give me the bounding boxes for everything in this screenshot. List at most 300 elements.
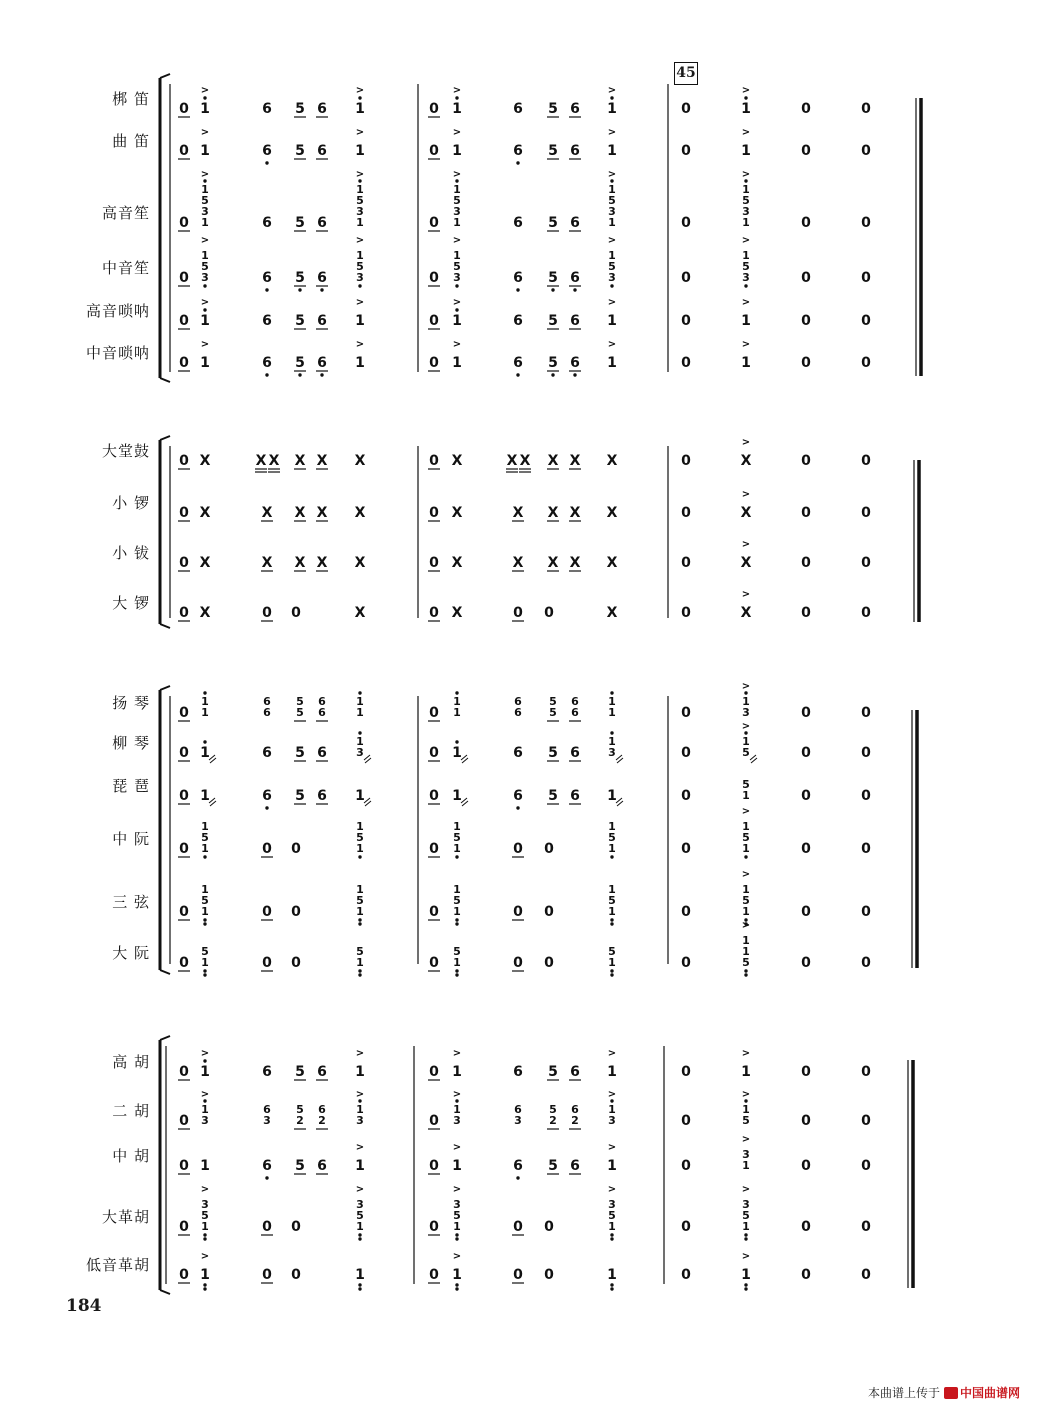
note: 6 (317, 745, 327, 761)
accent-mark: > (741, 85, 751, 96)
chord-note: 1 (742, 1159, 750, 1172)
accent-mark: > (200, 1048, 210, 1059)
chord-note: 1 (356, 735, 364, 748)
chord-note: 1 (608, 883, 616, 896)
note: 6 (513, 1158, 523, 1174)
octave-dot (358, 1233, 361, 1236)
chord-note: 6 (571, 1103, 579, 1116)
note: 6 (317, 1158, 327, 1174)
percussion-hit: X (354, 505, 366, 521)
chord-note: 1 (356, 216, 364, 229)
note: 1 (355, 313, 365, 329)
chord-note: 5 (608, 945, 616, 958)
rest: 0 (801, 955, 811, 971)
chord-note: 1 (742, 820, 750, 833)
chord-note: 6 (571, 695, 579, 708)
octave-dot (610, 1237, 613, 1240)
note: 5 (548, 215, 558, 231)
rest: 0 (179, 453, 189, 469)
chord-note: 1 (356, 956, 364, 969)
percussion-hit: X (294, 505, 306, 521)
octave-dot (516, 373, 519, 376)
rest: 0 (262, 1219, 272, 1235)
octave-dot (610, 855, 613, 858)
chord-note: 5 (201, 945, 209, 958)
rest: 0 (801, 605, 811, 621)
footer (868, 1384, 1020, 1401)
chord-note: 5 (549, 1103, 557, 1116)
accent-mark: > (200, 235, 210, 246)
note: 5 (295, 101, 305, 117)
octave-dot (358, 691, 361, 694)
chord-note: 5 (356, 1209, 364, 1222)
group-bracket-hook (160, 436, 170, 440)
rest: 0 (861, 1267, 871, 1283)
note: 6 (513, 355, 523, 371)
chord-note: 5 (201, 194, 209, 207)
chord-note: 3 (608, 746, 616, 759)
instrument-label: 中音笙 (101, 259, 150, 277)
rest: 0 (179, 505, 189, 521)
rest: 0 (681, 555, 691, 571)
note: 6 (513, 101, 523, 117)
rest: 0 (179, 745, 189, 761)
octave-dot (298, 288, 301, 291)
chord-note: 1 (608, 842, 616, 855)
accent-mark: > (452, 1184, 462, 1195)
rest: 0 (861, 355, 871, 371)
chord-note: 5 (742, 746, 750, 759)
octave-dot (573, 373, 576, 376)
chord-note: 3 (201, 1198, 209, 1211)
instrument-label: 琵 琶 (112, 777, 150, 795)
chord-note: 1 (201, 1103, 209, 1116)
rest: 0 (861, 841, 871, 857)
octave-dot (455, 918, 458, 921)
note: 1 (355, 1064, 365, 1080)
percussion-hit: X (512, 505, 524, 521)
note: 5 (295, 1064, 305, 1080)
percussion-hit: X (199, 505, 211, 521)
chord-note: 5 (608, 831, 616, 844)
rest: 0 (544, 1267, 554, 1283)
accent-mark: > (741, 235, 751, 246)
chord-note: 6 (318, 1103, 326, 1116)
accent-mark: > (355, 127, 365, 138)
accent-mark: > (741, 1134, 751, 1145)
chord-note: 1 (742, 183, 750, 196)
chord-note: 5 (742, 1114, 750, 1127)
octave-dot (358, 1237, 361, 1240)
chord-note: 1 (742, 842, 750, 855)
rest: 0 (861, 505, 871, 521)
rest: 0 (429, 1267, 439, 1283)
rest: 0 (861, 788, 871, 804)
percussion-hit: X (451, 505, 463, 521)
accent-mark: > (452, 1142, 462, 1153)
octave-dot (610, 1283, 613, 1286)
octave-dot (744, 1283, 747, 1286)
rest: 0 (681, 215, 691, 231)
chord-note: 5 (453, 194, 461, 207)
chord-note: 1 (356, 1103, 364, 1116)
chord-note: 3 (608, 1114, 616, 1127)
note: 6 (317, 313, 327, 329)
note: 1 (200, 143, 210, 159)
chord-note: 5 (453, 260, 461, 273)
accent-mark: > (200, 85, 210, 96)
chord-note: 3 (608, 1198, 616, 1211)
chord-note: 1 (742, 883, 750, 896)
rest: 0 (429, 1219, 439, 1235)
chord-note: 1 (608, 820, 616, 833)
rest: 0 (513, 1267, 523, 1283)
rest: 0 (544, 605, 554, 621)
octave-dot (203, 922, 206, 925)
instrument-label: 三 弦 (112, 893, 150, 911)
rest: 0 (291, 955, 301, 971)
octave-dot (455, 1283, 458, 1286)
accent-mark: > (607, 1184, 617, 1195)
note: 1 (741, 101, 751, 117)
note: 6 (570, 215, 580, 231)
chord-note: 1 (201, 706, 209, 719)
rest: 0 (291, 1219, 301, 1235)
rest: 0 (861, 904, 871, 920)
rest: 0 (429, 1064, 439, 1080)
accent-mark: > (741, 1184, 751, 1195)
rest: 0 (262, 841, 272, 857)
note: 1 (741, 1267, 751, 1283)
chord-note: 1 (742, 735, 750, 748)
octave-dot (455, 973, 458, 976)
rest: 0 (681, 745, 691, 761)
note: 6 (570, 1158, 580, 1174)
note: 1 (607, 1267, 617, 1283)
percussion-hit: X (740, 453, 752, 469)
chord-note: 1 (453, 706, 461, 719)
rest: 0 (861, 143, 871, 159)
octave-dot (358, 855, 361, 858)
percussion-hit: X (506, 453, 518, 469)
percussion-hit: X (547, 505, 559, 521)
rest: 0 (262, 605, 272, 621)
note: 6 (317, 215, 327, 231)
percussion-hit: X (316, 453, 328, 469)
note: 6 (262, 1158, 272, 1174)
octave-dot (203, 918, 206, 921)
rest: 0 (861, 745, 871, 761)
octave-dot (610, 1233, 613, 1236)
chord-note: 3 (742, 1148, 750, 1161)
percussion-hit: X (261, 555, 273, 571)
rest: 0 (179, 788, 189, 804)
instrument-label: 低音革胡 (85, 1256, 150, 1274)
chord-note: 5 (453, 894, 461, 907)
note: 5 (295, 1158, 305, 1174)
accent-mark: > (200, 1251, 210, 1262)
octave-dot (744, 96, 747, 99)
note: 6 (513, 215, 523, 231)
octave-dot (744, 973, 747, 976)
chord-note: 5 (549, 695, 557, 708)
chord-note: 5 (201, 1209, 209, 1222)
group-bracket-hook (160, 1036, 170, 1040)
octave-dot (203, 1283, 206, 1286)
percussion-hit: X (199, 453, 211, 469)
chord-note: 1 (742, 934, 750, 947)
octave-dot (203, 1059, 206, 1062)
percussion-hit: X (740, 555, 752, 571)
note: 1 (452, 101, 462, 117)
note: 5 (295, 788, 305, 804)
note: 1 (607, 355, 617, 371)
octave-dot (455, 855, 458, 858)
percussion-hit: X (606, 555, 618, 571)
page-number: 184 (66, 1296, 102, 1316)
note: 1 (355, 1158, 365, 1174)
chord-note: 1 (356, 905, 364, 918)
chord-note: 6 (263, 1103, 271, 1116)
note: 5 (548, 1158, 558, 1174)
octave-dot (265, 288, 268, 291)
note: 5 (548, 143, 558, 159)
chord-note: 3 (201, 271, 209, 284)
rest: 0 (861, 101, 871, 117)
accent-mark: > (607, 85, 617, 96)
note: 1 (355, 143, 365, 159)
note: 1 (741, 143, 751, 159)
octave-dot (610, 922, 613, 925)
group-bracket-hook (160, 1290, 170, 1294)
rest: 0 (681, 101, 691, 117)
percussion-hit: X (316, 505, 328, 521)
chord-note: 3 (608, 205, 616, 218)
octave-dot (455, 969, 458, 972)
octave-dot (610, 973, 613, 976)
percussion-hit: X (199, 605, 211, 621)
rest: 0 (681, 788, 691, 804)
chord-note: 3 (263, 1114, 271, 1127)
note: 1 (607, 143, 617, 159)
octave-dot (610, 969, 613, 972)
chord-note: 5 (201, 894, 209, 907)
note: 1 (452, 1267, 462, 1283)
rest: 0 (861, 605, 871, 621)
chord-note: 2 (318, 1114, 326, 1127)
chord-note: 1 (742, 1103, 750, 1116)
note: 6 (317, 355, 327, 371)
accent-mark: > (607, 339, 617, 350)
instrument-label: 大革胡 (101, 1208, 150, 1226)
accent-mark: > (355, 169, 365, 180)
chord-note: 1 (201, 820, 209, 833)
note: 6 (570, 788, 580, 804)
chord-note: 1 (453, 820, 461, 833)
chord-note: 3 (742, 706, 750, 719)
chord-note: 1 (742, 249, 750, 262)
accent-mark: > (200, 127, 210, 138)
rest: 0 (429, 555, 439, 571)
note: 5 (548, 745, 558, 761)
accent-mark: > (355, 1048, 365, 1059)
percussion-hit: X (547, 555, 559, 571)
accent-mark: > (452, 1048, 462, 1059)
accent-mark: > (741, 169, 751, 180)
note: 1 (607, 788, 617, 804)
percussion-hit: X (294, 453, 306, 469)
rest: 0 (861, 1158, 871, 1174)
chord-note: 6 (263, 695, 271, 708)
instrument-label: 梆 笛 (112, 90, 150, 108)
chord-note: 1 (742, 1220, 750, 1233)
octave-dot (610, 1287, 613, 1290)
accent-mark: > (741, 127, 751, 138)
rest: 0 (429, 313, 439, 329)
rest: 0 (801, 355, 811, 371)
instrument-label: 二 胡 (112, 1102, 150, 1120)
chord-note: 3 (356, 746, 364, 759)
percussion-hit: X (569, 505, 581, 521)
rest: 0 (179, 1064, 189, 1080)
chord-note: 3 (201, 205, 209, 218)
accent-mark: > (355, 85, 365, 96)
chord-note: 5 (608, 260, 616, 273)
rest: 0 (801, 904, 811, 920)
rest: 0 (801, 313, 811, 329)
instrument-label: 中音唢呐 (85, 344, 150, 362)
rest: 0 (861, 1113, 871, 1129)
note: 6 (513, 270, 523, 286)
chord-note: 1 (201, 249, 209, 262)
instrument-label: 曲 笛 (112, 132, 150, 150)
footer-upload-text: 本曲谱上传于 (867, 1386, 940, 1400)
chord-note: 5 (201, 260, 209, 273)
note: 1 (452, 1158, 462, 1174)
rest: 0 (429, 453, 439, 469)
octave-dot (744, 1287, 747, 1290)
note: 6 (513, 788, 523, 804)
chord-note: 3 (514, 1114, 522, 1127)
chord-note: 5 (296, 706, 304, 719)
accent-mark: > (741, 1048, 751, 1059)
instrument-label: 中 胡 (112, 1147, 150, 1165)
note: 6 (570, 745, 580, 761)
octave-dot (358, 918, 361, 921)
rest: 0 (291, 605, 301, 621)
site-logo-icon (944, 1387, 958, 1399)
rest: 0 (861, 453, 871, 469)
rest: 0 (179, 955, 189, 971)
chord-note: 1 (608, 216, 616, 229)
accent-mark: > (200, 169, 210, 180)
chord-note: 5 (742, 894, 750, 907)
chord-note: 2 (296, 1114, 304, 1127)
rest: 0 (179, 555, 189, 571)
octave-dot (610, 96, 613, 99)
rest: 0 (681, 1219, 691, 1235)
chord-note: 6 (318, 706, 326, 719)
note: 5 (548, 1064, 558, 1080)
chord-note: 2 (549, 1114, 557, 1127)
octave-dot (455, 691, 458, 694)
chord-note: 1 (453, 905, 461, 918)
accent-mark: > (200, 297, 210, 308)
octave-dot (610, 918, 613, 921)
note: 6 (570, 101, 580, 117)
accent-mark: > (200, 1184, 210, 1195)
chord-note: 5 (356, 945, 364, 958)
chord-note: 1 (201, 905, 209, 918)
accent-mark: > (200, 1089, 210, 1100)
accent-mark: > (355, 1142, 365, 1153)
rest: 0 (262, 1267, 272, 1283)
octave-dot (203, 284, 206, 287)
accent-mark: > (452, 297, 462, 308)
footer-site-name: 中国曲谱网 (959, 1386, 1020, 1400)
note: 1 (452, 313, 462, 329)
chord-note: 1 (742, 905, 750, 918)
chord-note: 1 (742, 945, 750, 958)
note: 6 (262, 745, 272, 761)
chord-note: 1 (356, 706, 364, 719)
octave-dot (203, 308, 206, 311)
octave-dot (610, 284, 613, 287)
percussion-hit: X (261, 505, 273, 521)
note: 6 (570, 1064, 580, 1080)
note: 6 (262, 313, 272, 329)
chord-note: 5 (742, 1209, 750, 1222)
rest: 0 (681, 1267, 691, 1283)
octave-dot (203, 1237, 206, 1240)
rest: 0 (544, 955, 554, 971)
note: 1 (200, 745, 210, 761)
chord-note: 5 (742, 831, 750, 844)
percussion-hit: X (547, 453, 559, 469)
rest: 0 (861, 955, 871, 971)
accent-mark: > (741, 297, 751, 308)
rest: 0 (291, 841, 301, 857)
octave-dot (203, 973, 206, 976)
chord-note: 5 (201, 831, 209, 844)
rest: 0 (681, 143, 691, 159)
note: 5 (295, 313, 305, 329)
accent-mark: > (741, 681, 751, 692)
octave-dot (551, 288, 554, 291)
chord-note: 3 (201, 1114, 209, 1127)
rest: 0 (801, 1158, 811, 1174)
octave-dot (358, 731, 361, 734)
group-bracket-hook (160, 74, 170, 78)
rest: 0 (179, 215, 189, 231)
rest: 0 (513, 841, 523, 857)
chord-note: 5 (453, 831, 461, 844)
rest: 0 (429, 215, 439, 231)
chord-note: 3 (453, 1198, 461, 1211)
chord-note: 1 (356, 1220, 364, 1233)
accent-mark: > (355, 235, 365, 246)
accent-mark: > (452, 1089, 462, 1100)
rest: 0 (801, 143, 811, 159)
chord-note: 1 (201, 956, 209, 969)
rest: 0 (179, 313, 189, 329)
percussion-hit: X (255, 453, 267, 469)
accent-mark: > (741, 589, 751, 600)
rest: 0 (544, 1219, 554, 1235)
octave-dot (203, 691, 206, 694)
note: 5 (295, 215, 305, 231)
percussion-hit: X (294, 555, 306, 571)
